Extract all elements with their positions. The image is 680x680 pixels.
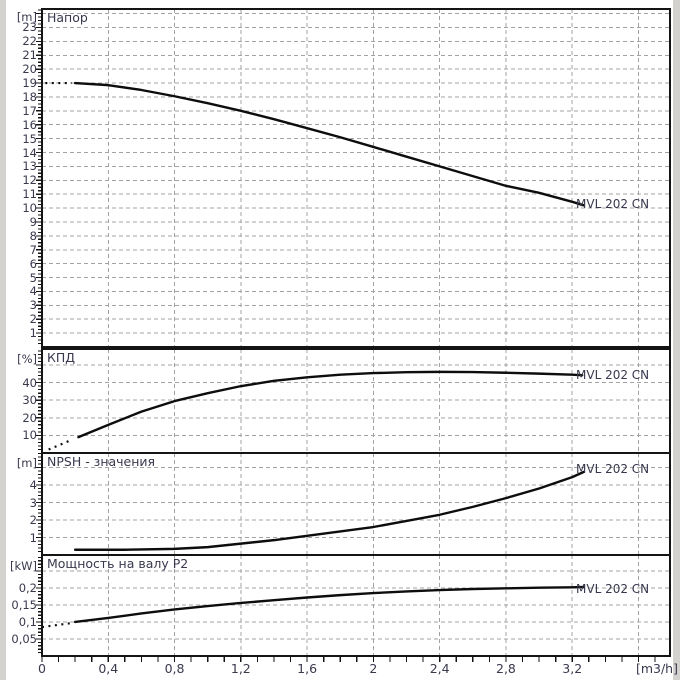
y-tick-label: 7 <box>29 242 37 257</box>
y-tick-label: 21 <box>22 48 37 63</box>
y-tick-label: 2 <box>29 312 37 327</box>
y-tick-label: 9 <box>29 214 37 229</box>
x-tick-label: 0,4 <box>98 661 119 676</box>
x-tick-label: 2 <box>369 661 378 676</box>
y-tick-label: 0,2 <box>18 580 37 595</box>
y-tick-label: 3 <box>29 298 37 313</box>
x-axis-unit-label: [m3/h] <box>635 661 678 676</box>
y-tick-label: 19 <box>22 76 37 91</box>
panel-head-series-label: MVL 202 CN <box>576 197 650 211</box>
x-tick-label: 0 <box>38 661 46 676</box>
y-tick-label: 5 <box>29 270 37 285</box>
y-tick-label: 10 <box>22 201 37 216</box>
panel-efficiency-title: КПД <box>47 350 76 365</box>
y-tick-label: 15 <box>22 131 37 146</box>
panel-npsh-title: NPSH - значения <box>47 454 156 469</box>
y-tick-label: 22 <box>22 34 37 49</box>
y-tick-label: 0,05 <box>11 631 37 646</box>
y-tick-label: 4 <box>29 284 37 299</box>
x-tick-label: 0,8 <box>164 661 185 676</box>
y-tick-label: 6 <box>29 256 37 271</box>
y-tick-label: 10 <box>22 428 37 443</box>
y-tick-label: 18 <box>22 89 37 104</box>
x-tick-label: 2,4 <box>429 661 450 676</box>
y-tick-label: 16 <box>22 117 37 132</box>
panel-power-unit-label: [kW] <box>9 559 37 573</box>
y-tick-label: 17 <box>22 103 37 118</box>
y-tick-label: 1 <box>29 326 37 341</box>
panel-power-series-label: MVL 202 CN <box>576 582 650 596</box>
x-tick-label: 3,2 <box>562 661 583 676</box>
x-tick-label: 2,8 <box>496 661 516 676</box>
panel-efficiency-series-label: MVL 202 CN <box>576 368 650 382</box>
panel-head-title: Напор <box>47 10 88 25</box>
panel-npsh-series-label: MVL 202 CN <box>576 462 650 476</box>
x-tick-label: 1,6 <box>297 661 318 676</box>
panel-power-title: Мощность на валу P2 <box>47 556 189 571</box>
panel-efficiency-unit-label: [%] <box>17 352 37 366</box>
y-tick-label: 11 <box>22 187 37 202</box>
y-tick-label: 13 <box>22 159 37 174</box>
y-tick-label: 0,15 <box>11 597 37 612</box>
y-tick-label: 3 <box>29 495 37 510</box>
y-tick-label: 2 <box>29 513 37 527</box>
y-tick-label: 12 <box>22 173 37 188</box>
panel-head-unit-label: [m] <box>16 10 37 24</box>
y-tick-label: 20 <box>22 62 37 77</box>
y-tick-label: 30 <box>22 393 37 408</box>
y-tick-label: 1 <box>29 530 37 545</box>
y-tick-label: 8 <box>29 228 37 243</box>
panel-npsh-unit-label: [m] <box>16 456 37 470</box>
y-tick-label: 40 <box>22 375 37 390</box>
y-tick-label: 4 <box>29 478 37 493</box>
y-tick-label: 0,1 <box>18 614 37 629</box>
x-tick-label: 1,2 <box>230 661 251 676</box>
y-tick-label: 23 <box>22 20 37 35</box>
y-tick-label: 20 <box>22 410 37 425</box>
y-tick-label: 14 <box>22 145 37 160</box>
